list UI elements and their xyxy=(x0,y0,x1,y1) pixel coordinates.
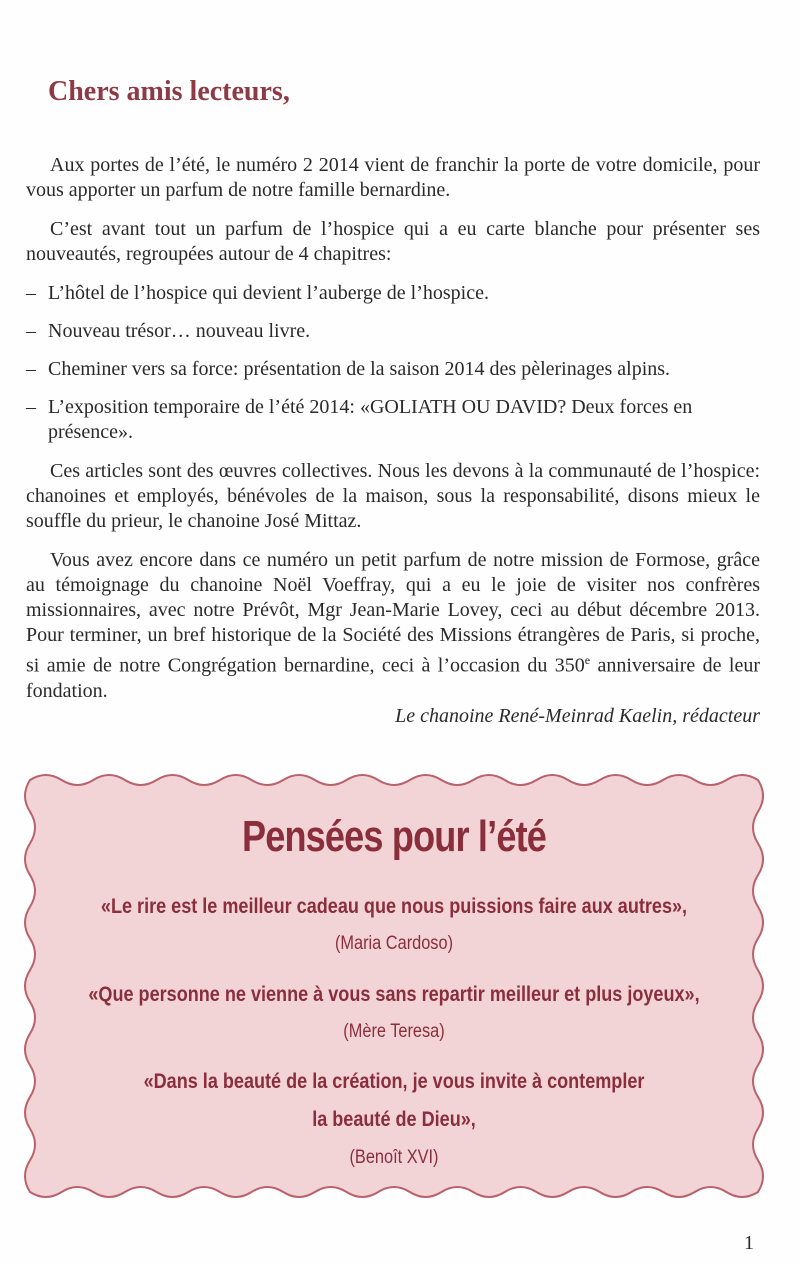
paragraph-mission: Vous avez encore dans ce numéro un petit parfum de notre mission de Formose, grâce au témoignage du chanoine Noël Voeffray, qui a eu le joie de visiter nos confrères missionnaires, avec notre Prévôt, Mgr Jean-Marie Lovey, ceci au début décembre 2013. Pour terminer, un bref historique de la Société des Missions étrangères de Paris, si proche, si amie de notre Congrégation bernardine, ceci à l’occasion du 350e anniversaire de leur fondation. xyxy=(26,549,760,702)
quote-author: (Benoît XVI) xyxy=(349,1147,439,1168)
quote-author: (Maria Cardoso) xyxy=(334,933,454,954)
list-item: – L’exposition temporaire de l’été 2014: «GOLIATH OU DAVID? Deux forces en présence». xyxy=(26,396,693,443)
quote-box xyxy=(22,772,766,1200)
list-item: – Cheminer vers sa force: présentation de la saison 2014 des pèlerinages alpins. xyxy=(26,358,671,380)
list-item: – L’hôtel de l’hospice qui devient l’auberge de l’hospice. xyxy=(26,282,489,304)
quote-text: «Le rire est le meilleur cadeau que nous puissions faire aux autres», xyxy=(100,895,688,918)
greeting-heading: Chers amis lecteurs, xyxy=(48,76,290,107)
list-item: – Nouveau trésor… nouveau livre. xyxy=(26,320,311,342)
paragraph-authors: Ces articles sont des œuvres collectives. Nous les devons à la communauté de l’hospice: chanoines et employés, bénévoles de la maison, sous la responsabilité, disons mieux le souffle du prieur, le chanoine José Mittaz. xyxy=(26,460,760,532)
quote-text: la beauté de Dieu», xyxy=(312,1108,476,1131)
quote-text: «Que personne ne vienne à vous sans repartir meilleur et plus joyeux», xyxy=(88,983,700,1006)
box-title: Pensées pour l’été xyxy=(241,812,547,861)
signature: Le chanoine René-Meinrad Kaelin, rédacteur xyxy=(395,704,760,727)
page-number: 1 xyxy=(744,1232,754,1254)
paragraph-intro: Aux portes de l’été, le numéro 2 2014 vient de franchir la porte de votre domicile, pour vous apporter un parfum de notre famille bernardine. xyxy=(26,154,760,201)
letter-body xyxy=(26,153,760,729)
chapter-list xyxy=(26,281,760,445)
paragraph-chapters: C’est avant tout un parfum de l’hospice qui a eu carte blanche pour présenter ses nouveautés, regroupées autour de 4 chapitres: xyxy=(26,218,760,265)
quote-author: (Mère Teresa) xyxy=(343,1021,445,1042)
quote-text: «Dans la beauté de la création, je vous invite à contempler xyxy=(143,1070,645,1093)
